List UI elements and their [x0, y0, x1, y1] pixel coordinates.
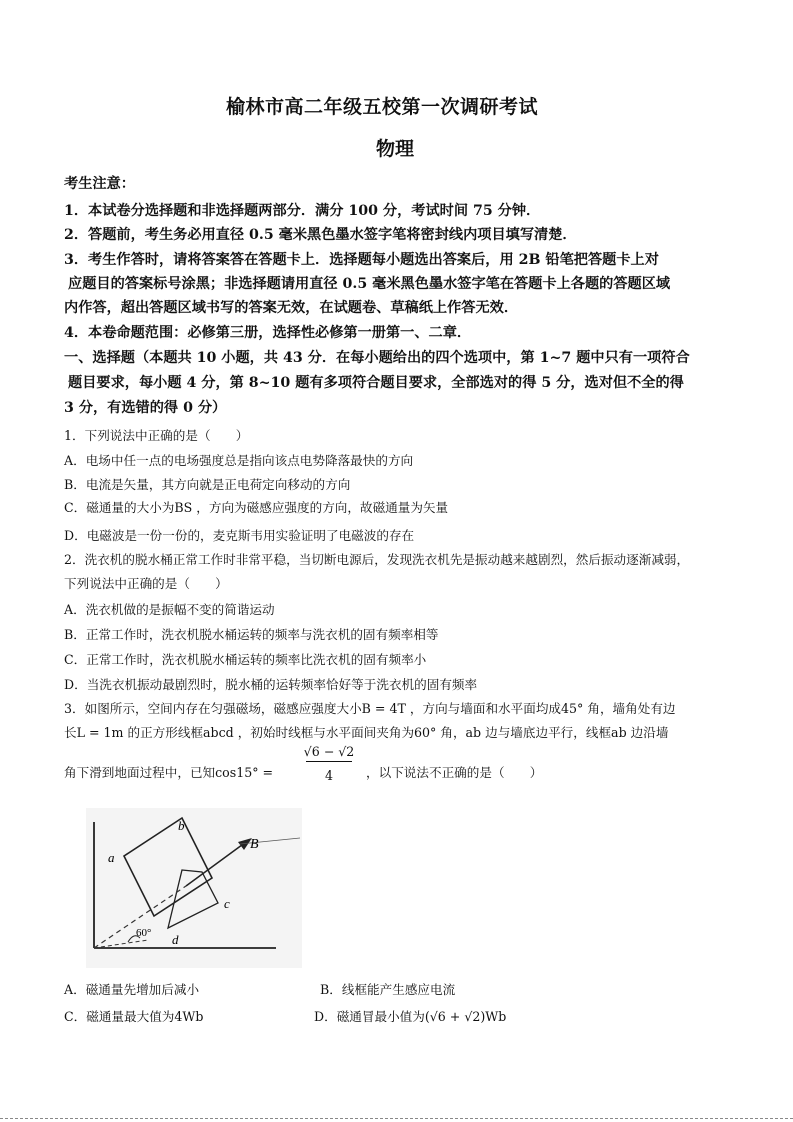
- q3-option-c: C．磁通量最大值为4Wb: [64, 1009, 204, 1024]
- q1-option-c: C．磁通量的大小为BS ，方向为磁感应强度的方向，故磁通量为矢量: [64, 500, 449, 515]
- q2-option-c: C．正常工作时，洗衣机脱水桶运转的频率比洗衣机的固有频率小: [64, 652, 427, 667]
- q3-stem-line2: 长L = 1m 的正方形线框abcd ，初始时线框与水平面间夹角为60° 角，ab 边与墙底边平行，线框ab 边沿墙: [64, 725, 669, 740]
- note-line: 3．考生作答时，请将答案答在答题卡上．选择题每小题选出答案后，用 2B 铅笔把答题卡上对: [64, 252, 659, 268]
- page-title: 榆林市高二年级五校第一次调研考试: [226, 96, 539, 118]
- label-b: b: [178, 818, 185, 833]
- q1-option-b: B．电流是矢量，其方向就是正电荷定向移动的方向: [64, 477, 351, 492]
- section-heading-line: 3 分，有选错的得 0 分）: [64, 400, 227, 416]
- q2-option-b: B．正常工作时，洗衣机脱水桶运转的频率与洗衣机的固有频率相等: [64, 627, 439, 642]
- cos15-fraction: [300, 744, 358, 783]
- note-line: 应题目的答案标号涂黑；非选择题请用直径 0.5 毫米黑色墨水签字笔在答题卡上各题的答题区域: [68, 276, 671, 292]
- q3-option-d: D．磁通冒最小值为(√6 + √2)Wb: [314, 1009, 507, 1024]
- section-heading-line: 题目要求，每小题 4 分，第 8~10 题有多项符合题目要求，全部选对的得 5 分，选对但不全的得: [68, 375, 684, 391]
- note-line: 1．本试卷分选择题和非选择题两部分．满分 100 分，考试时间 75 分钟．: [64, 203, 541, 219]
- note-line: 2．答题前，考生务必用直径 0.5 毫米黑色墨水签字笔将密封线内项目填写清楚．: [64, 227, 577, 243]
- note-line: 内作答，超出答题区域书写的答案无效，在试题卷、草稿纸上作答无效．: [64, 300, 519, 316]
- subject-title: 物理: [376, 138, 415, 160]
- label-B: B: [250, 837, 259, 852]
- q2-option-d: D．当洗衣机振动最剧烈时，脱水桶的运转频率恰好等于洗衣机的固有频率: [64, 677, 478, 692]
- q2-option-a: A．洗衣机做的是振幅不变的简谐运动: [64, 602, 275, 617]
- fraction-denominator: 4: [324, 768, 333, 783]
- q3-option-a: A．磁通量先增加后减小: [64, 982, 200, 997]
- q1-option-a: A．电场中任一点的电场强度总是指向该点电势降落最快的方向: [64, 453, 414, 468]
- q2-stem-line1: 2．洗衣机的脱水桶正常工作时非常平稳，当切断电源后，发现洗衣机先是振动越来越剧烈，然后振动逐渐减弱，: [64, 552, 690, 567]
- q3-figure: [86, 808, 302, 968]
- label-d: d: [172, 932, 179, 947]
- label-a: a: [108, 850, 115, 865]
- q3-stem-line1: 3．如图所示，空间内存在匀强磁场，磁感应强度大小B = 4T ，方向与墙面和水平面均成45° 角，墙角处有边: [64, 701, 676, 716]
- q3-stem-line3-pre: 角下滑到地面过程中，已知cos15° =: [64, 765, 274, 780]
- page-bottom-divider: [0, 1118, 793, 1119]
- section-heading-line: 一、选择题（本题共 10 小题，共 43 分．在每小题给出的四个选项中，第 1~7 题中只有一项符合: [64, 350, 690, 366]
- q2-stem-line2: 下列说法中正确的是（ ）: [64, 576, 228, 591]
- notes-heading: 考生注意：: [64, 176, 135, 192]
- note-line: 4．本卷命题范围：必修第三册，选择性必修第一册第一、二章．: [64, 325, 472, 341]
- label-angle: 60°: [136, 927, 152, 939]
- q3-stem-line3-post: ，以下说法不正确的是（ ）: [366, 765, 543, 780]
- q1-stem: 1．下列说法中正确的是（ ）: [64, 428, 249, 443]
- q1-option-d: D．电磁波是一份一份的，麦克斯韦用实验证明了电磁波的存在: [64, 528, 415, 543]
- label-c: c: [224, 896, 230, 911]
- q3-option-b: B．线框能产生感应电流: [320, 982, 456, 997]
- fraction-numerator: √6 − √2: [303, 744, 355, 759]
